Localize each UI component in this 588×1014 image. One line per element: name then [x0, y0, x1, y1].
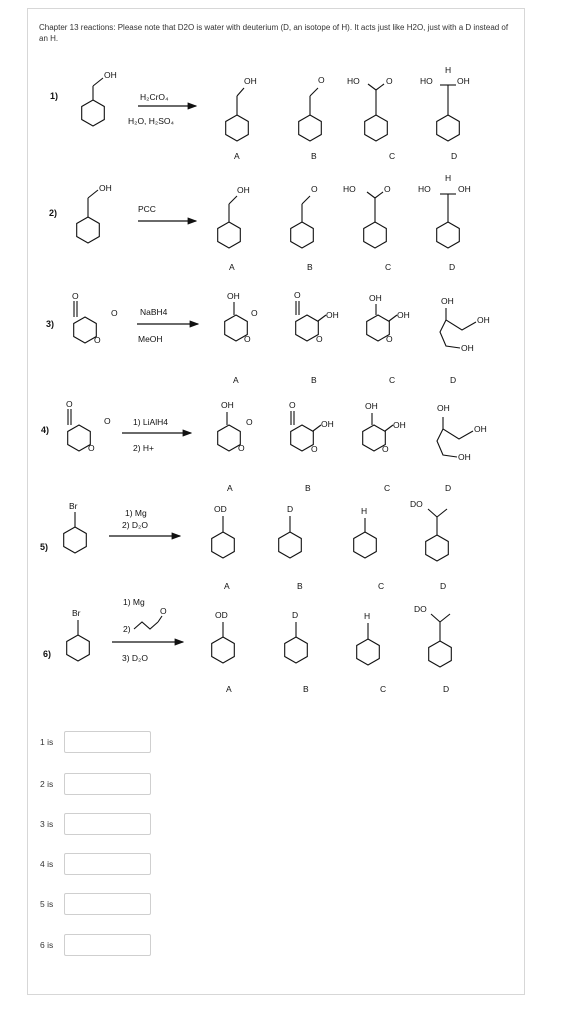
reaction-number-4: 4): [41, 425, 50, 435]
substrate-1: [82, 70, 117, 126]
product-6C: [357, 611, 380, 665]
product-5C: [354, 506, 377, 558]
product-6A: [212, 610, 235, 663]
svg-text:OH: OH: [437, 403, 450, 413]
svg-text:OH: OH: [458, 184, 471, 194]
svg-text:OH: OH: [321, 419, 334, 429]
answer-label-1: 1 is: [40, 737, 54, 747]
svg-text:D: D: [449, 262, 456, 272]
svg-text:DO: DO: [414, 604, 427, 614]
answer-row-5: [40, 891, 151, 917]
svg-text:O: O: [316, 334, 323, 344]
svg-text:B: B: [297, 581, 303, 591]
product-3A: [225, 291, 258, 344]
svg-text:C: C: [378, 581, 385, 591]
svg-text:Br: Br: [69, 501, 78, 511]
svg-text:OH: OH: [474, 424, 487, 434]
svg-text:OH: OH: [221, 400, 234, 410]
svg-text:A: A: [234, 151, 240, 161]
svg-text:HO: HO: [343, 184, 356, 194]
answer-label-6: 6 is: [40, 940, 54, 950]
svg-text:C: C: [389, 151, 396, 161]
svg-text:D: D: [445, 483, 452, 493]
svg-text:O: O: [104, 416, 111, 426]
product-1B: [299, 75, 325, 141]
answer-input-5[interactable]: [64, 893, 151, 915]
svg-text:OH: OH: [458, 452, 471, 462]
svg-text:B: B: [303, 684, 309, 694]
svg-text:O: O: [94, 335, 101, 345]
answer-label-4: 4 is: [40, 859, 54, 869]
svg-text:O: O: [160, 606, 167, 616]
product-2C: [343, 184, 391, 248]
svg-text:O: O: [289, 400, 296, 410]
svg-text:O: O: [238, 443, 245, 453]
svg-text:HO: HO: [418, 184, 431, 194]
svg-text:O: O: [382, 444, 389, 454]
svg-text:O: O: [88, 443, 95, 453]
reaction-number-5: 5): [40, 542, 49, 552]
product-2B: [291, 184, 318, 248]
svg-text:O: O: [318, 75, 325, 85]
svg-text:C: C: [384, 483, 391, 493]
svg-text:H: H: [361, 506, 368, 516]
svg-text:OH: OH: [365, 401, 378, 411]
svg-text:O: O: [66, 399, 73, 409]
substrate-5: [64, 501, 87, 553]
svg-text:O: O: [384, 184, 391, 194]
svg-text:OH: OH: [326, 310, 339, 320]
svg-text:O: O: [386, 334, 393, 344]
svg-text:H: H: [364, 611, 371, 621]
answer-label-5: 5 is: [40, 899, 54, 909]
product-5D: [410, 499, 448, 561]
reaction-number-3: 3): [46, 319, 55, 329]
answer-row-3: [40, 811, 151, 837]
answer-row-2: [40, 771, 151, 797]
reaction-number-2: 2): [49, 208, 58, 218]
reagent-4-top: 1) LiAlH4: [133, 417, 168, 427]
answer-input-1[interactable]: [64, 731, 151, 753]
answer-input-4[interactable]: [64, 853, 151, 875]
product-6B: [285, 610, 308, 663]
svg-text:D: D: [287, 504, 294, 514]
question-intro: Chapter 13 reactions: Please note that D2O is water with deuterium (D, an isotope of H). It acts just like H2O, just with a D instead of an H.: [39, 23, 509, 43]
svg-text:OD: OD: [214, 504, 227, 514]
svg-text:B: B: [311, 151, 317, 161]
svg-text:OH: OH: [477, 315, 490, 325]
reagent-5-top: 1) Mg: [125, 508, 147, 518]
substrate-2: [77, 183, 112, 243]
svg-text:HO: HO: [420, 76, 433, 86]
reagent-6-bottom: 3) D₂O: [122, 653, 148, 663]
svg-text:O: O: [311, 444, 318, 454]
product-4C: [363, 401, 406, 454]
svg-text:OH: OH: [227, 291, 240, 301]
svg-text:OH: OH: [441, 296, 454, 306]
svg-text:DO: DO: [410, 499, 423, 509]
answer-input-6[interactable]: [64, 934, 151, 956]
svg-text:O: O: [251, 308, 258, 318]
svg-text:HO: HO: [347, 76, 360, 86]
answer-input-3[interactable]: [64, 813, 151, 835]
product-3C: [367, 293, 410, 344]
reagent-6-middle: 2): [123, 624, 131, 634]
reaction-number-6: 6): [43, 649, 52, 659]
svg-text:A: A: [226, 684, 232, 694]
reagent-2-top: PCC: [138, 204, 156, 214]
svg-text:OH: OH: [369, 293, 382, 303]
answer-row-4: [40, 851, 151, 877]
product-2A: [218, 185, 250, 248]
reagent-3-bottom: MeOH: [138, 334, 163, 344]
svg-text:OH: OH: [237, 185, 250, 195]
svg-text:OH: OH: [457, 76, 470, 86]
svg-text:D: D: [292, 610, 299, 620]
svg-text:B: B: [311, 375, 317, 385]
reagent-1-bottom: H₂O, H₂SO₄: [128, 116, 174, 126]
svg-text:Br: Br: [72, 608, 81, 618]
product-6D: [414, 604, 451, 667]
substrate-3: [72, 291, 118, 345]
svg-text:A: A: [233, 375, 239, 385]
substrate-6: [67, 608, 90, 661]
answer-row-6: [40, 932, 151, 958]
svg-text:D: D: [443, 684, 450, 694]
svg-text:O: O: [111, 308, 118, 318]
product-4A: [218, 400, 253, 453]
product-3B: [294, 290, 339, 344]
svg-text:OH: OH: [393, 420, 406, 430]
product-1D: [420, 65, 470, 141]
product-3D: [440, 296, 490, 353]
product-5B: [279, 504, 302, 558]
svg-text:H: H: [445, 173, 452, 183]
svg-text:O: O: [72, 291, 79, 301]
substrate-1-label: OH: [104, 70, 117, 80]
answer-input-2[interactable]: [64, 773, 151, 795]
svg-text:O: O: [311, 184, 318, 194]
svg-text:O: O: [294, 290, 301, 300]
svg-text:H: H: [445, 65, 452, 75]
reagent-4-bottom: 2) H+: [133, 443, 155, 453]
svg-text:C: C: [380, 684, 387, 694]
reagent-6-top: 1) Mg: [123, 597, 145, 607]
reagent-3-top: NaBH4: [140, 307, 168, 317]
product-5A: [212, 504, 235, 558]
svg-text:OH: OH: [244, 76, 257, 86]
product-1C: [347, 76, 393, 141]
svg-text:C: C: [385, 262, 392, 272]
product-1A: [226, 76, 257, 141]
svg-text:OH: OH: [461, 343, 474, 353]
reagent-5-bottom: 2) D₂O: [122, 520, 148, 530]
product-2D: [418, 173, 471, 248]
svg-text:OH: OH: [99, 183, 112, 193]
svg-text:D: D: [450, 375, 457, 385]
product-4B: [289, 400, 334, 454]
substrate-4: [66, 399, 111, 453]
svg-text:O: O: [244, 334, 251, 344]
svg-text:A: A: [229, 262, 235, 272]
svg-text:D: D: [440, 581, 447, 591]
answer-label-2: 2 is: [40, 779, 54, 789]
reagent-1-top: H₂CrO₄: [140, 92, 169, 102]
svg-text:C: C: [389, 375, 396, 385]
answer-row-1: [40, 729, 151, 755]
product-4D: [437, 403, 487, 462]
svg-text:O: O: [246, 417, 253, 427]
svg-text:B: B: [305, 483, 311, 493]
reaction-number-1: 1): [50, 91, 59, 101]
propanal-structure: [134, 622, 158, 629]
answer-label-3: 3 is: [40, 819, 54, 829]
svg-text:OH: OH: [397, 310, 410, 320]
svg-text:B: B: [307, 262, 313, 272]
svg-text:OD: OD: [215, 610, 228, 620]
svg-text:A: A: [224, 581, 230, 591]
svg-text:O: O: [386, 76, 393, 86]
svg-text:D: D: [451, 151, 458, 161]
svg-text:A: A: [227, 483, 233, 493]
